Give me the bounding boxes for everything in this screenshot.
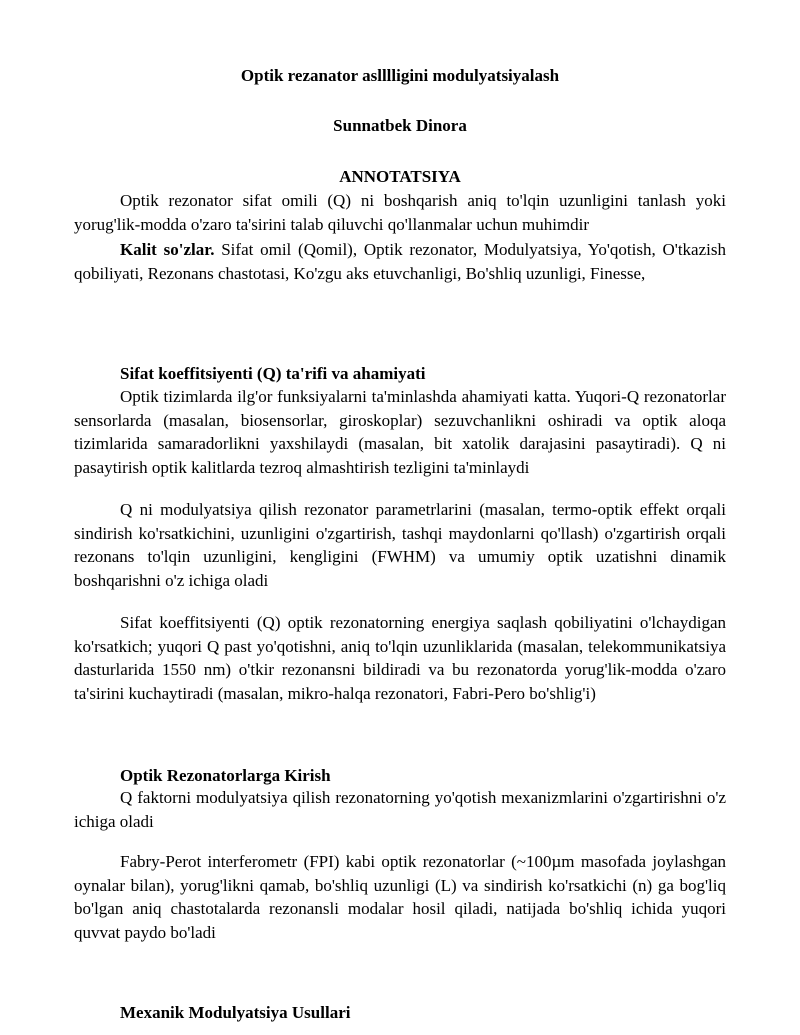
keywords-paragraph bbox=[74, 238, 726, 285]
section-paragraph: Q faktorni modulyatsiya qilish rezonatorning yo'qotish mexanizmlarini o'zgartirishni o'z ichiga oladi bbox=[74, 788, 726, 831]
section-paragraph: Fabry-Perot interferometr (FPI) kabi optik rezonatorlar (~100µm masofada joylashgan oynalar bilan), yorug'likni qamab, bo'shliq uzunligi (L) va sindirish ko'rsatkichi (n) ga bog'liq bo'lgan aniq chastotalarda rezonansli modalar hosil qiladi, natijada bo'shliq ichida yuqori quvvat paydo bo'ladi bbox=[74, 852, 726, 942]
abstract-heading: ANNOTATSIYA bbox=[339, 167, 461, 186]
section-heading-intro: Optik Rezonatorlarga Kirish bbox=[120, 766, 331, 785]
section-heading-mechanical: Mexanik Modulyatsiya Usullari bbox=[120, 1003, 351, 1022]
author-name: Sunnatbek Dinora bbox=[333, 116, 467, 135]
keywords-text: Sifat omil (Qomil), Optik rezonator, Modulyatsiya, Yo'qotish, O'tkazish qobiliyati, Rezonans chastotasi, Ko'zgu aks etuvchanligi, Bo'shliq uzunligi, Finesse, bbox=[74, 240, 726, 283]
section-paragraph: Q ni modulyatsiya qilish rezonator parametrlarini (masalan, termo-optik effekt orqali sindirish ko'rsatkichini, uzunligini o'zgartirish, tashqi maydonlarni qo'llash) o'zgartirish orqali rezonans to'lqin uzunligini, kengligini (FWHM) va umumiy optik uzatishni dinamik boshqarishni o'z ichiga oladi bbox=[74, 500, 726, 590]
keywords-label: Kalit so'zlar. bbox=[120, 240, 215, 259]
section-paragraph: Sifat koeffitsiyenti (Q) optik rezonatorning energiya saqlash qobiliyatini o'lchaydigan ko'rsatkich; yuqori Q past yo'qotishni, aniq to'lqin uzunliklarida (masalan, telekommunikatsiya dasturlarida 1550 nm) o'tkir rezonansni bildiradi va bu rezonatorda yorug'lik-modda o'zaro ta'sirini kuchaytiradi (masalan, mikro-halqa rezonatori, Fabri-Pero bo'shlig'i) bbox=[74, 613, 726, 703]
section-heading-q-definition: Sifat koeffitsiyenti (Q) ta'rifi va ahamiyati bbox=[120, 364, 426, 383]
abstract-paragraph: Optik rezonator sifat omili (Q) ni boshqarish aniq to'lqin uzunligini tanlash yoki yorug'lik-modda o'zaro ta'sirini talab qiluvchi qo'llanmalar uchun muhimdir bbox=[74, 191, 726, 234]
document-title: Optik rezanator aslllligini modulyatsiyalash bbox=[240, 66, 560, 85]
section-paragraph: Optik tizimlarda ilg'or funksiyalarni ta'minlashda ahamiyati katta. Yuqori-Q rezonatorlar sensorlarda (masalan, biosensorlar, giroskoplar) sezuvchanlikni oshiradi va optik aloqa tizimlarida samaradorlikni yaxshilaydi (masalan, bit xatolik darajasini pasaytiradi). Q ni pasaytirish optik kalitlarda tezroq almashtirish tezligini ta'minlaydi bbox=[74, 387, 726, 477]
